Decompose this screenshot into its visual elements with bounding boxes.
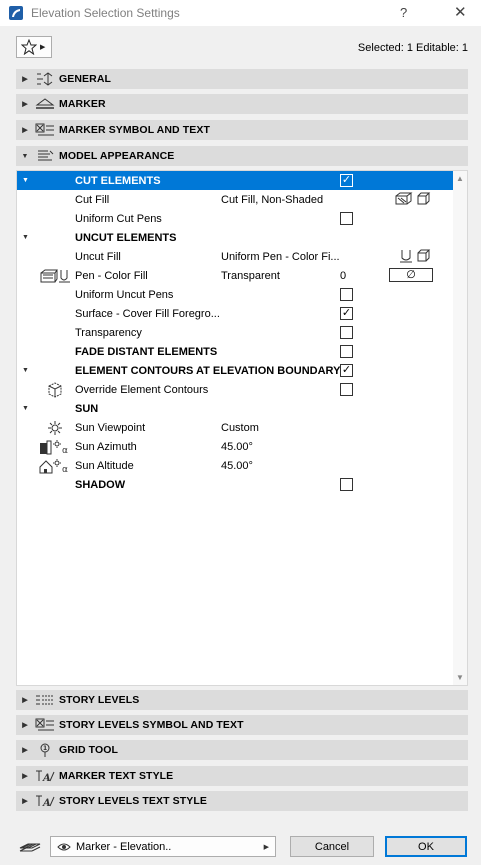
section-marker-symbol[interactable] bbox=[16, 120, 468, 140]
pen-color-fill-value[interactable]: Transparent bbox=[221, 269, 280, 282]
collapse-arrow-icon[interactable]: ▼ bbox=[22, 367, 29, 374]
row-transparency[interactable] bbox=[17, 323, 453, 342]
section-marker-text-style[interactable] bbox=[16, 766, 468, 786]
row-element-contours[interactable] bbox=[17, 361, 453, 380]
surface-picker-icon[interactable] bbox=[417, 249, 431, 263]
collapse-arrow-icon: ▼ bbox=[21, 152, 29, 160]
pen-swatch[interactable]: ∅ bbox=[389, 268, 433, 282]
close-button[interactable]: ✕ bbox=[454, 4, 467, 21]
row-label: Cut Fill bbox=[75, 193, 110, 206]
layer-dropdown[interactable] bbox=[50, 836, 276, 857]
pen-number[interactable]: 0 bbox=[340, 269, 347, 282]
sun-viewpoint-value[interactable]: Custom bbox=[221, 421, 259, 434]
row-override-contours[interactable] bbox=[17, 380, 453, 399]
row-cut-elements[interactable] bbox=[17, 171, 453, 190]
surface-picker-icon[interactable] bbox=[417, 192, 431, 206]
star-icon bbox=[21, 39, 37, 55]
section-story-levels-symbol[interactable] bbox=[16, 715, 468, 735]
row-label: SHADOW bbox=[75, 478, 126, 491]
row-pen-color-fill[interactable] bbox=[17, 266, 453, 285]
row-fade-distant[interactable] bbox=[17, 342, 453, 361]
section-grid-tool[interactable] bbox=[16, 740, 468, 760]
window-title: Elevation Selection Settings bbox=[31, 6, 180, 20]
section-story-levels-text-style[interactable] bbox=[16, 791, 468, 811]
expand-arrow-icon: ▶ bbox=[22, 722, 28, 729]
row-shadow[interactable] bbox=[17, 475, 453, 494]
uncut-fill-value[interactable]: Uniform Pen - Color Fi... bbox=[221, 250, 340, 263]
model-appearance-panel bbox=[16, 170, 468, 686]
eye-icon bbox=[57, 842, 71, 852]
row-label: Uncut Fill bbox=[75, 250, 121, 263]
transparency-checkbox[interactable] bbox=[340, 326, 353, 339]
expand-arrow-icon: ▶ bbox=[22, 747, 28, 754]
section-label: MARKER SYMBOL AND TEXT bbox=[59, 124, 210, 136]
row-uniform-uncut-pens[interactable] bbox=[17, 285, 453, 304]
model-appearance-icon bbox=[34, 148, 56, 164]
section-label: MARKER TEXT STYLE bbox=[59, 770, 174, 782]
story-levels-symbol-icon bbox=[34, 717, 56, 733]
row-label: UNCUT ELEMENTS bbox=[75, 231, 177, 244]
svg-text:α: α bbox=[62, 445, 68, 455]
row-label: Sun Viewpoint bbox=[75, 421, 146, 434]
row-cut-fill[interactable] bbox=[17, 190, 453, 209]
section-label: STORY LEVELS bbox=[59, 694, 140, 706]
story-levels-icon bbox=[34, 692, 56, 708]
row-label: Sun Azimuth bbox=[75, 440, 137, 453]
help-button[interactable]: ? bbox=[400, 5, 408, 20]
row-sun-viewpoint[interactable] bbox=[17, 418, 453, 437]
cut-fill-value[interactable]: Cut Fill, Non-Shaded bbox=[221, 193, 324, 206]
marker-symbol-icon bbox=[34, 122, 56, 138]
story-levels-text-style-icon bbox=[34, 793, 56, 809]
row-sun-altitude[interactable] bbox=[17, 456, 453, 475]
row-sun-azimuth[interactable] bbox=[17, 437, 453, 456]
row-label: FADE DISTANT ELEMENTS bbox=[75, 345, 218, 358]
panel-scrollbar[interactable] bbox=[453, 171, 467, 685]
uniform-uncut-pens-checkbox[interactable] bbox=[340, 288, 353, 301]
cancel-button[interactable]: Cancel bbox=[290, 836, 374, 857]
section-label: GENERAL bbox=[59, 73, 112, 85]
pen-picker-icon[interactable] bbox=[399, 249, 413, 263]
row-label: Sun Altitude bbox=[75, 459, 134, 472]
layer-icon bbox=[18, 838, 42, 854]
chevron-right-icon: ▶ bbox=[40, 44, 46, 51]
fade-distant-checkbox[interactable] bbox=[340, 345, 353, 358]
sun-azimuth-icon bbox=[39, 439, 73, 455]
section-label: STORY LEVELS TEXT STYLE bbox=[59, 795, 207, 807]
row-label: Transparency bbox=[75, 326, 142, 339]
uniform-cut-pens-checkbox[interactable] bbox=[340, 212, 353, 225]
row-surface[interactable] bbox=[17, 304, 453, 323]
expand-arrow-icon: ▶ bbox=[22, 798, 28, 805]
row-label: Surface - Cover Fill Foregro... bbox=[75, 307, 220, 320]
section-general[interactable] bbox=[16, 69, 468, 89]
row-label: Override Element Contours bbox=[75, 383, 209, 396]
svg-text:A: A bbox=[43, 773, 51, 783]
uncut-fill-pickers bbox=[399, 248, 431, 264]
expand-arrow-icon: ▶ bbox=[22, 127, 28, 134]
element-contours-checkbox[interactable]: ✓ bbox=[341, 364, 352, 376]
title-bar bbox=[0, 0, 481, 26]
section-label: MODEL APPEARANCE bbox=[59, 150, 175, 162]
marker-icon bbox=[34, 96, 56, 112]
pen-fill-icon bbox=[39, 268, 73, 284]
section-label: MARKER bbox=[59, 98, 106, 110]
collapse-arrow-icon[interactable]: ▼ bbox=[22, 234, 29, 241]
row-uncut-fill[interactable] bbox=[17, 247, 453, 266]
layer-value: Marker - Elevation.. bbox=[76, 840, 172, 853]
sun-altitude-value[interactable]: 45.00° bbox=[221, 459, 253, 472]
section-label: STORY LEVELS SYMBOL AND TEXT bbox=[59, 719, 244, 731]
cut-elements-checkbox[interactable]: ✓ bbox=[341, 174, 352, 186]
sun-icon bbox=[39, 420, 73, 436]
row-uniform-cut-pens[interactable] bbox=[17, 209, 453, 228]
sun-azimuth-value[interactable]: 45.00° bbox=[221, 440, 253, 453]
section-label: GRID TOOL bbox=[59, 744, 119, 756]
svg-text:1: 1 bbox=[43, 745, 48, 752]
grid-tool-icon bbox=[34, 742, 56, 758]
row-label: Uniform Uncut Pens bbox=[75, 288, 174, 301]
fill-picker-icon[interactable] bbox=[395, 192, 413, 206]
scroll-up-icon[interactable]: ▲ bbox=[456, 174, 464, 183]
sun-altitude-icon bbox=[39, 458, 73, 474]
footer-bar bbox=[16, 836, 468, 858]
row-uncut-elements[interactable] bbox=[17, 228, 453, 247]
row-label: Uniform Cut Pens bbox=[75, 212, 162, 225]
svg-text:A: A bbox=[43, 798, 51, 808]
row-sun[interactable] bbox=[17, 399, 453, 418]
expand-arrow-icon: ▶ bbox=[22, 697, 28, 704]
override-contours-checkbox[interactable] bbox=[340, 383, 353, 396]
row-label: SUN bbox=[75, 402, 99, 415]
row-label: ELEMENT CONTOURS AT ELEVATION BOUNDARY bbox=[75, 364, 341, 377]
section-model-appearance[interactable] bbox=[16, 146, 468, 166]
surface-checkbox[interactable]: ✓ bbox=[341, 307, 352, 319]
ok-button[interactable]: OK bbox=[385, 836, 467, 857]
favorites-button[interactable] bbox=[16, 36, 52, 58]
expand-arrow-icon: ▶ bbox=[22, 76, 28, 83]
marker-text-style-icon bbox=[34, 768, 56, 784]
cut-fill-pickers bbox=[395, 191, 431, 207]
svg-text:α: α bbox=[62, 464, 68, 474]
row-label: Pen - Color Fill bbox=[75, 269, 148, 282]
general-icon bbox=[34, 71, 56, 87]
expand-arrow-icon: ▶ bbox=[22, 773, 28, 780]
app-icon bbox=[9, 6, 23, 20]
scroll-down-icon[interactable]: ▼ bbox=[456, 673, 464, 682]
contour-icon bbox=[39, 382, 73, 398]
shadow-checkbox[interactable] bbox=[340, 478, 353, 491]
section-marker[interactable] bbox=[16, 94, 468, 114]
selection-info: Selected: 1 Editable: 1 bbox=[357, 42, 468, 54]
collapse-arrow-icon[interactable]: ▼ bbox=[22, 405, 29, 412]
section-story-levels[interactable] bbox=[16, 690, 468, 710]
row-label: CUT ELEMENTS bbox=[75, 174, 161, 187]
collapse-arrow-icon[interactable]: ▼ bbox=[22, 177, 29, 184]
expand-arrow-icon: ▶ bbox=[22, 101, 28, 108]
chevron-right-icon: ▶ bbox=[263, 843, 269, 851]
